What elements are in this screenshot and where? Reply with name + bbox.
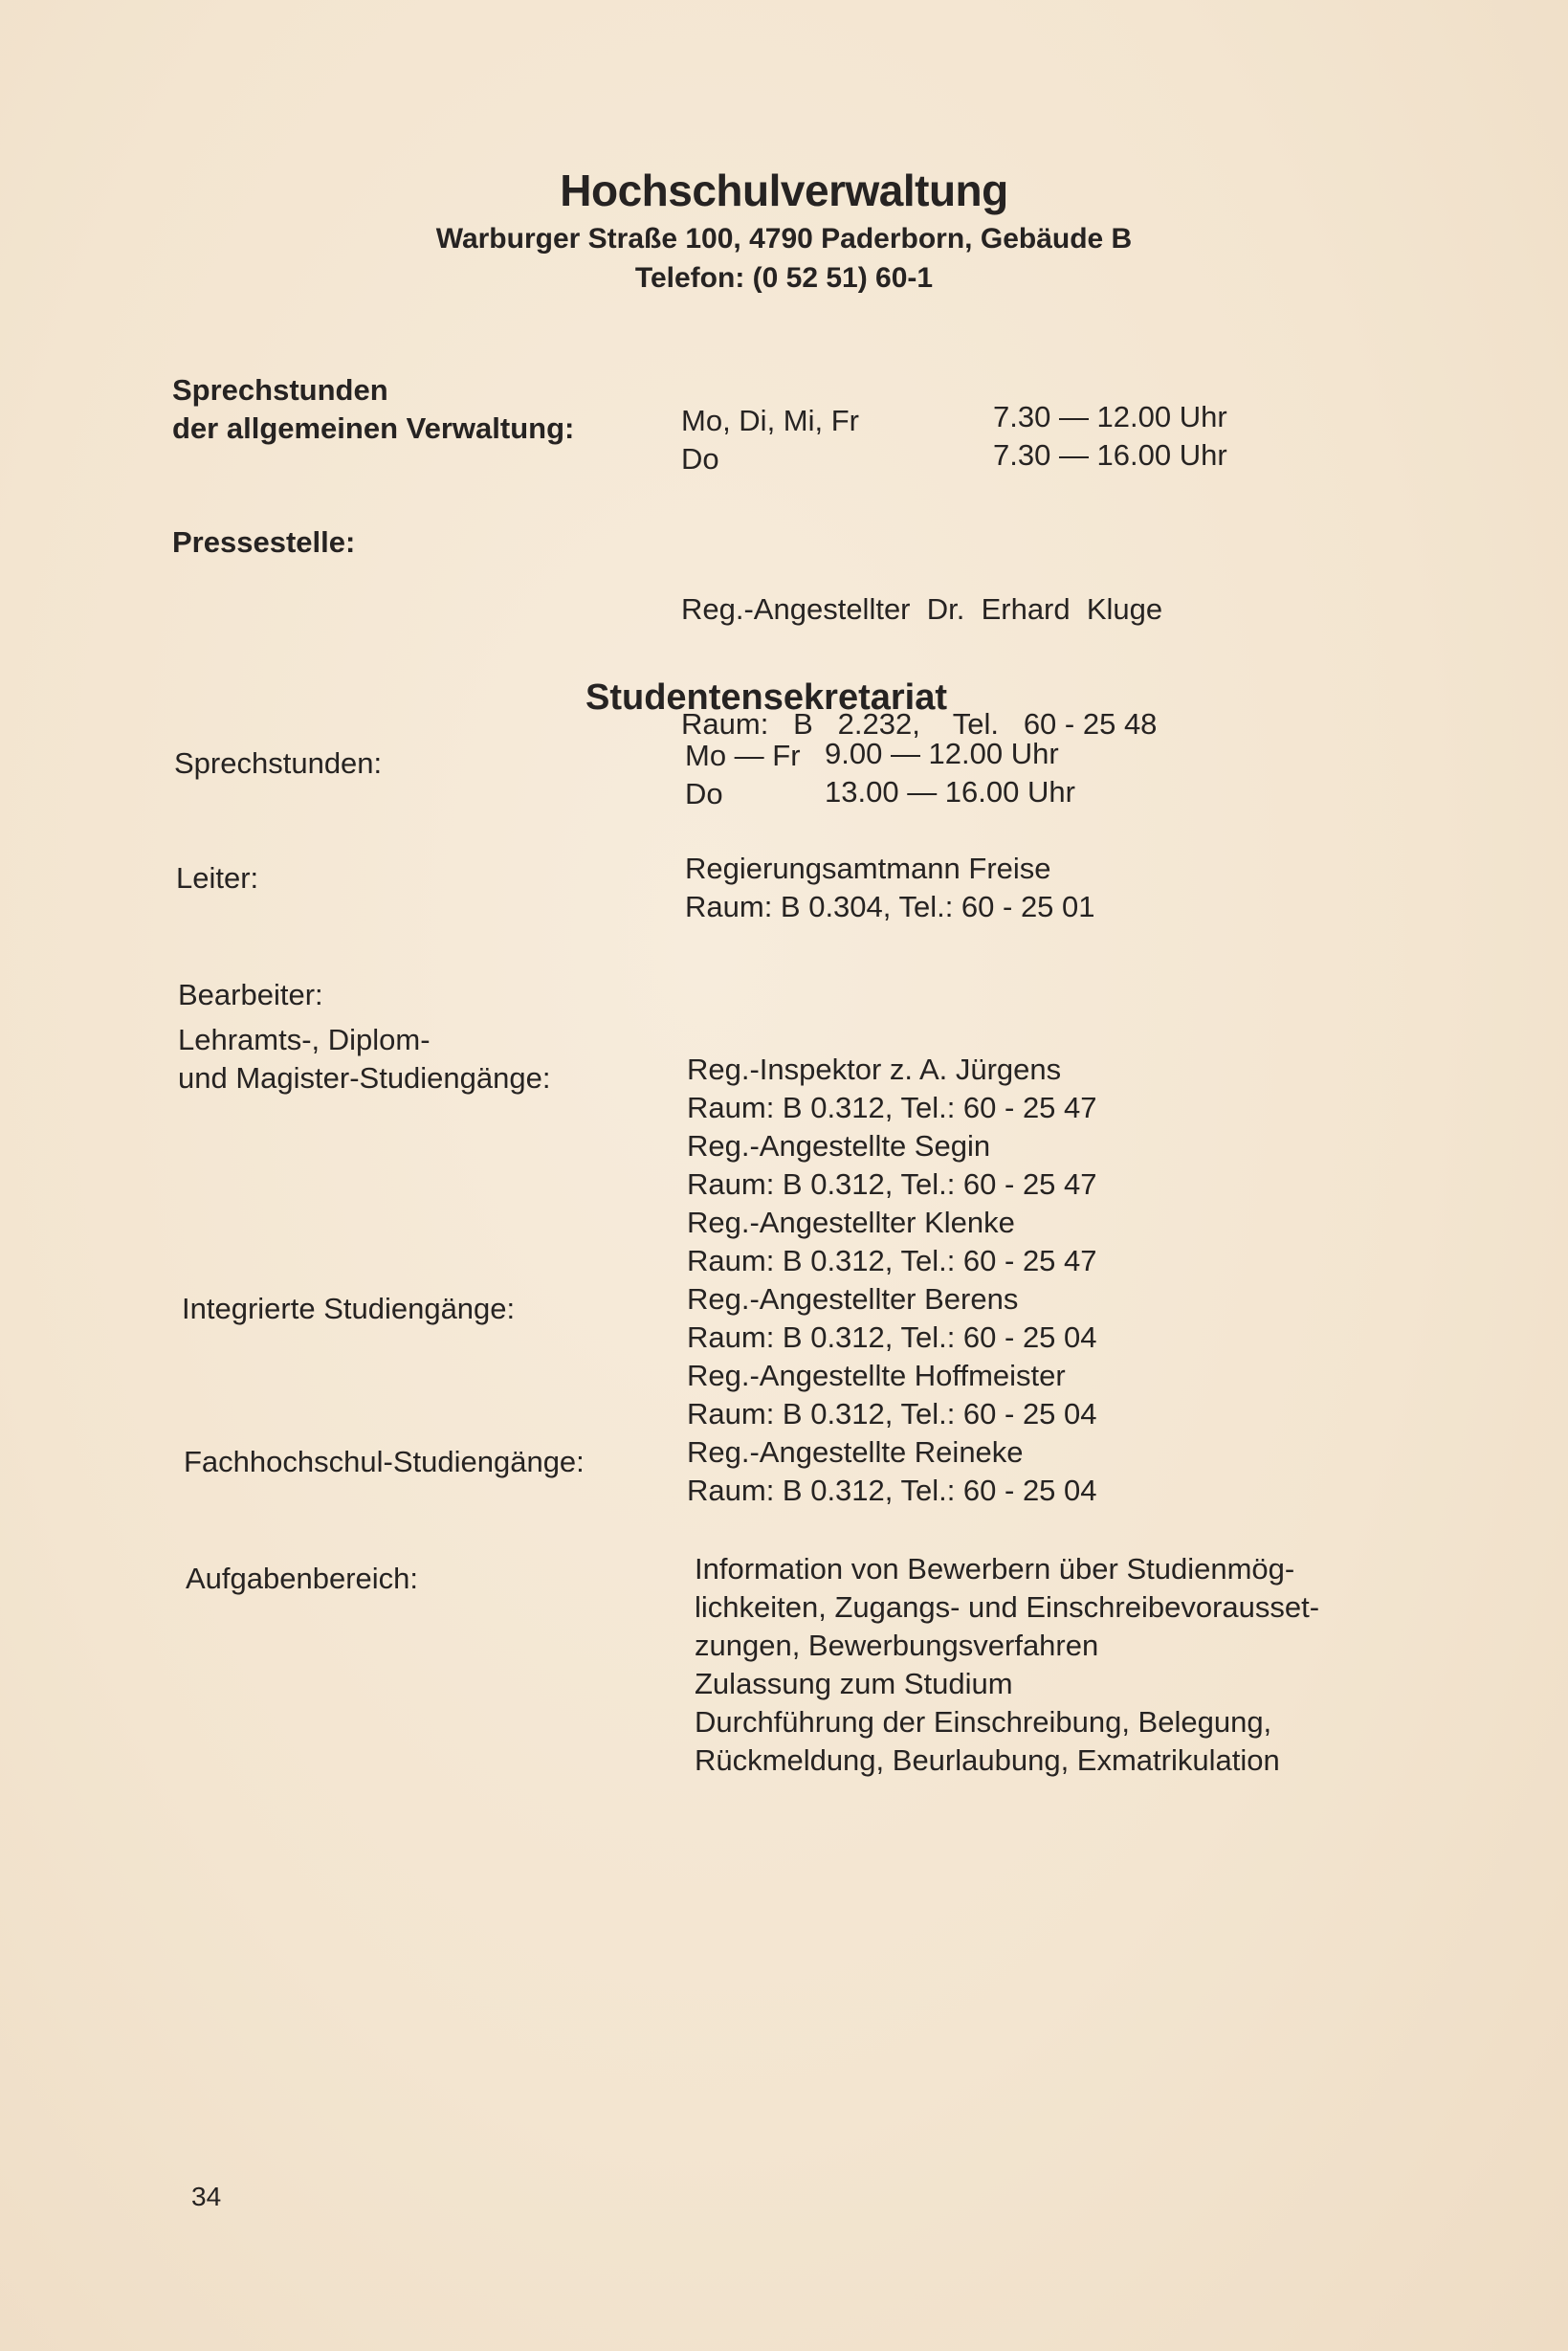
section-title-studentensekretariat: Studentensekretariat: [585, 677, 948, 718]
aufgaben-label: Aufgabenbereich:: [186, 1562, 419, 1595]
aufgaben-line: Rückmeldung, Beurlaubung, Exmatrikulation: [695, 1743, 1280, 1777]
pressestelle-line1: Reg.-Angestellter Dr. Erhard Kluge: [681, 592, 1163, 626]
bearbeiter-line: Reg.-Angestellte Hoffmeister: [687, 1359, 1066, 1392]
bearbeiter-line: Reg.-Angestellter Berens: [687, 1282, 1019, 1316]
bearbeiter-line: Reg.-Angestellter Klenke: [687, 1206, 1015, 1239]
phone-line: Telefon: (0 52 51) 60-1: [634, 262, 934, 294]
bearbeiter-line: Raum: B 0.312, Tel.: 60 - 25 47: [687, 1091, 1097, 1124]
leiter-line1: Regierungsamtmann Freise: [685, 852, 1051, 885]
bearbeiter-line: Raum: B 0.312, Tel.: 60 - 25 47: [687, 1244, 1097, 1277]
aufgaben-line: Zulassung zum Studium: [695, 1667, 1013, 1700]
page-number: 34: [191, 2182, 222, 2211]
sprechstunden-days: [685, 737, 801, 813]
verwaltung-days-row2: Do: [681, 442, 719, 476]
verwaltung-label-line2: der allgemeinen Verwaltung:: [172, 411, 575, 445]
sprechstunden-time-row2: 13.00 — 16.00 Uhr: [825, 775, 1075, 809]
bearbeiter-line: Raum: B 0.312, Tel.: 60 - 25 04: [687, 1474, 1097, 1507]
bearbeiter-line: Raum: B 0.312, Tel.: 60 - 25 47: [687, 1167, 1097, 1201]
aufgaben-line: lichkeiten, Zugangs- und Einschreibevorausset-: [695, 1590, 1320, 1624]
verwaltung-time-row1: 7.30 — 12.00 Uhr: [993, 400, 1227, 433]
bearbeiter-line: Reg.-Angestellte Segin: [687, 1129, 991, 1163]
pressestelle-line2: Raum: B 2.232, Tel. 60 - 25 48: [681, 707, 1158, 741]
aufgaben-line: zungen, Bewerbungsverfahren: [695, 1629, 1099, 1662]
page-title: Hochschulverwaltung: [560, 166, 1008, 215]
verwaltung-label: [172, 371, 574, 448]
lehramt-label: [178, 1021, 550, 1098]
fh-label: Fachhochschul-Studiengänge:: [184, 1445, 585, 1478]
address-line: Warburger Straße 100, 4790 Paderborn, Gebäude B: [435, 223, 1133, 255]
leiter-line2: Raum: B 0.304, Tel.: 60 - 25 01: [685, 890, 1095, 923]
aufgaben-line: Information von Bewerbern über Studienmög-: [695, 1552, 1295, 1586]
verwaltung-times: [993, 398, 1227, 475]
lehramt-label-line1: Lehramts-, Diplom-: [178, 1023, 431, 1056]
bearbeiter-line: Reg.-Angestellte Reineke: [687, 1435, 1024, 1469]
bearbeiter-line: Raum: B 0.312, Tel.: 60 - 25 04: [687, 1397, 1097, 1431]
verwaltung-days: [681, 402, 859, 478]
sprechstunden-time-row1: 9.00 — 12.00 Uhr: [825, 737, 1059, 770]
bearbeiter-line: Reg.-Inspektor z. A. Jürgens: [687, 1053, 1062, 1086]
verwaltung-time-row2: 7.30 — 16.00 Uhr: [993, 438, 1227, 472]
bearbeiter-line: Raum: B 0.312, Tel.: 60 - 25 04: [687, 1320, 1097, 1354]
aufgaben-line: Durchführung der Einschreibung, Belegung,: [695, 1705, 1272, 1739]
leiter-label: Leiter:: [176, 861, 259, 895]
bearbeiter-label: Bearbeiter:: [178, 978, 323, 1011]
verwaltung-label-line1: Sprechstunden: [172, 373, 388, 407]
sprechstunden-days-row2: Do: [685, 777, 723, 810]
pressestelle-label: Pressestelle:: [172, 525, 356, 559]
lehramt-label-line2: und Magister-Studiengänge:: [178, 1061, 551, 1095]
sprechstunden-days-row1: Mo — Fr: [685, 739, 801, 772]
bearbeiter-list: [687, 1051, 1097, 1510]
verwaltung-days-row1: Mo, Di, Mi, Fr: [681, 404, 859, 437]
leiter-info: [685, 850, 1095, 926]
aufgaben-list: [695, 1550, 1319, 1780]
sprechstunden-label: Sprechstunden:: [174, 746, 383, 780]
integrierte-label: Integrierte Studiengänge:: [182, 1292, 516, 1325]
sprechstunden-times: [825, 735, 1075, 811]
